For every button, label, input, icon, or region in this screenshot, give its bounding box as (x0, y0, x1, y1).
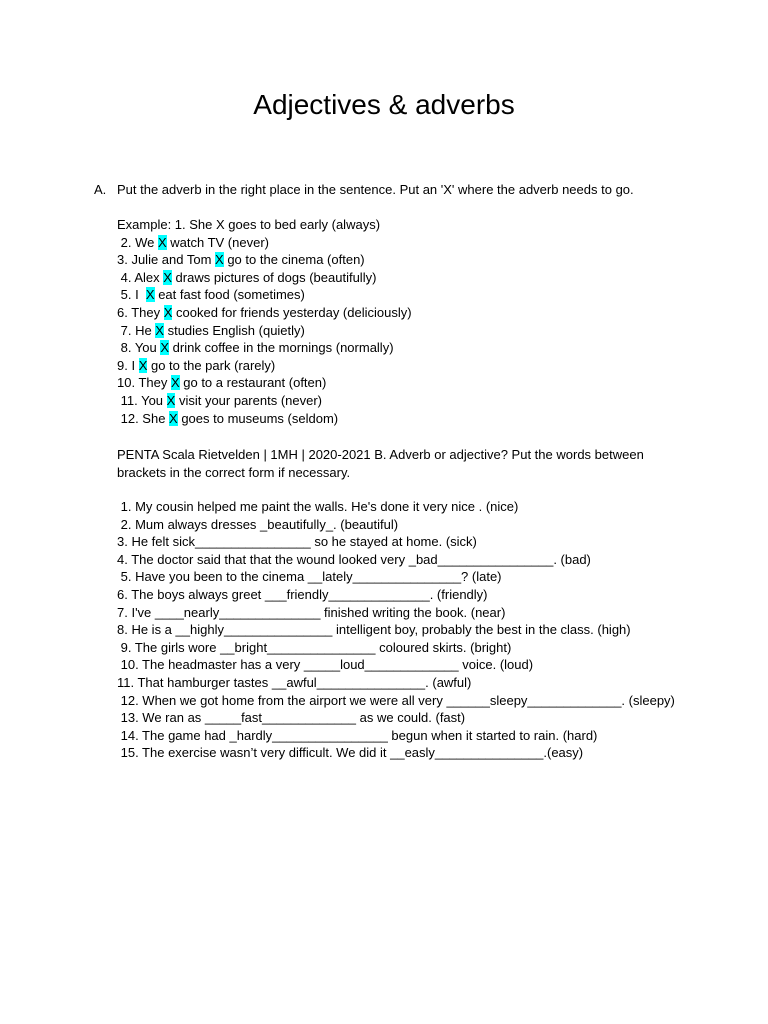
line-text: draws pictures of dogs (beautifully) (171, 269, 377, 285)
highlighted-x-mark: X (160, 340, 170, 356)
exercise-a-line (117, 357, 737, 375)
highlighted-x-mark: X (215, 252, 224, 268)
section-a-instruction (94, 181, 734, 199)
exercise-a-line (117, 410, 737, 428)
line-text: 2. We (117, 234, 158, 250)
highlighted-x-mark: X (170, 375, 180, 391)
line-text: 12. She (117, 410, 170, 426)
exercise-b-line: 12. When we got home from the airport we were all very ______sleepy_____________. (sleepy) (117, 692, 675, 708)
section-b-intro: PENTA Scala Rietvelden | 1MH | 2020-2021 B. Adverb or adjective? Put the words between brackets in the correct form if necessary. (117, 447, 644, 480)
exercise-a-list (117, 216, 737, 427)
exercise-b-line: 10. The headmaster has a very _____loud_____________ voice. (loud) (117, 657, 534, 673)
line-text: 5. I (117, 287, 146, 303)
section-letter: A. (94, 182, 107, 197)
line-text: watch TV (never) (166, 234, 269, 250)
line-text: Example: 1. She X goes to bed early (always) (117, 217, 381, 232)
line-text: 11. You (117, 392, 167, 408)
line-text: visit your parents (never) (175, 392, 322, 408)
exercise-a-line (117, 269, 737, 287)
line-text: go to the cinema (often) (223, 252, 365, 268)
highlighted-x-mark: X (155, 322, 164, 338)
exercise-b-line: 11. That hamburger tastes __awful_______________. (awful) (117, 674, 472, 690)
exercise-a-line (117, 286, 737, 304)
exercise-b-line: 2. Mum always dresses _beautifully_. (beautiful) (117, 516, 399, 532)
exercise-b-line: 1. My cousin helped me paint the walls. He's done it very nice . (nice) (117, 499, 519, 514)
line-text: 10. They (117, 375, 171, 391)
line-text: go to a restaurant (often) (179, 375, 327, 391)
line-text: 7. He (117, 322, 156, 338)
exercise-a-line (117, 216, 737, 234)
page-title: Adjectives & adverbs (253, 89, 515, 120)
exercise-b-line: 8. He is a __highly_______________ intelligent boy, probably the best in the class. (high) (117, 622, 631, 638)
exercise-a-line (117, 304, 737, 322)
highlighted-x-mark: X (145, 287, 155, 303)
line-text: 8. You (117, 340, 161, 356)
highlighted-x-mark: X (157, 234, 167, 250)
exercise-a-line (117, 392, 737, 410)
instruction-text: Put the adverb in the right place in the sentence. Put an 'X' where the adverb needs to go. (117, 182, 634, 197)
exercise-b-line: 9. The girls wore __bright_______________ coloured skirts. (bright) (117, 639, 512, 655)
exercise-b-list (117, 498, 737, 762)
exercise-b-line: 15. The exercise wasn’t very difficult. We did it __easly_______________.(easy) (117, 745, 584, 761)
line-text: cooked for friends yesterday (deliciously) (172, 304, 412, 320)
exercise-a-line (117, 374, 737, 392)
exercise-a-line (117, 234, 737, 252)
exercise-b-line: 6. The boys always greet ___friendly______________. (friendly) (117, 586, 488, 602)
line-text: drink coffee in the mornings (normally) (169, 340, 394, 356)
line-text: eat fast food (sometimes) (154, 287, 305, 303)
exercise-b-line: 4. The doctor said that that the wound looked very _bad________________. (bad) (117, 551, 591, 567)
exercise-b-line: 3. He felt sick________________ so he stayed at home. (sick) (117, 534, 477, 550)
highlighted-x-mark: X (163, 304, 173, 320)
line-text: go to the park (rarely) (147, 357, 276, 373)
exercise-b-line: 14. The game had _hardly________________ begun when it started to rain. (hard) (117, 727, 598, 743)
highlighted-x-mark: X (163, 269, 172, 285)
exercise-b-line: 5. Have you been to the cinema __lately_______________? (late) (117, 569, 502, 585)
line-text: 3. Julie and Tom (117, 252, 216, 268)
exercise-b-line: 7. I've ____nearly______________ finished writing the book. (near) (117, 604, 506, 620)
line-text: goes to museums (seldom) (177, 410, 339, 426)
line-text: studies English (quietly) (163, 322, 305, 338)
highlighted-x-mark: X (169, 410, 178, 426)
exercise-b-line: 13. We ran as _____fast_____________ as we could. (fast) (117, 710, 466, 726)
highlighted-x-mark: X (166, 392, 176, 408)
line-text: 4. Alex (117, 269, 164, 285)
highlighted-x-mark: X (138, 357, 148, 373)
exercise-a-line (117, 339, 737, 357)
line-text: 6. They (117, 304, 164, 320)
line-text: 9. I (117, 357, 139, 373)
exercise-a-line (117, 322, 737, 340)
exercise-a-line (117, 251, 737, 269)
